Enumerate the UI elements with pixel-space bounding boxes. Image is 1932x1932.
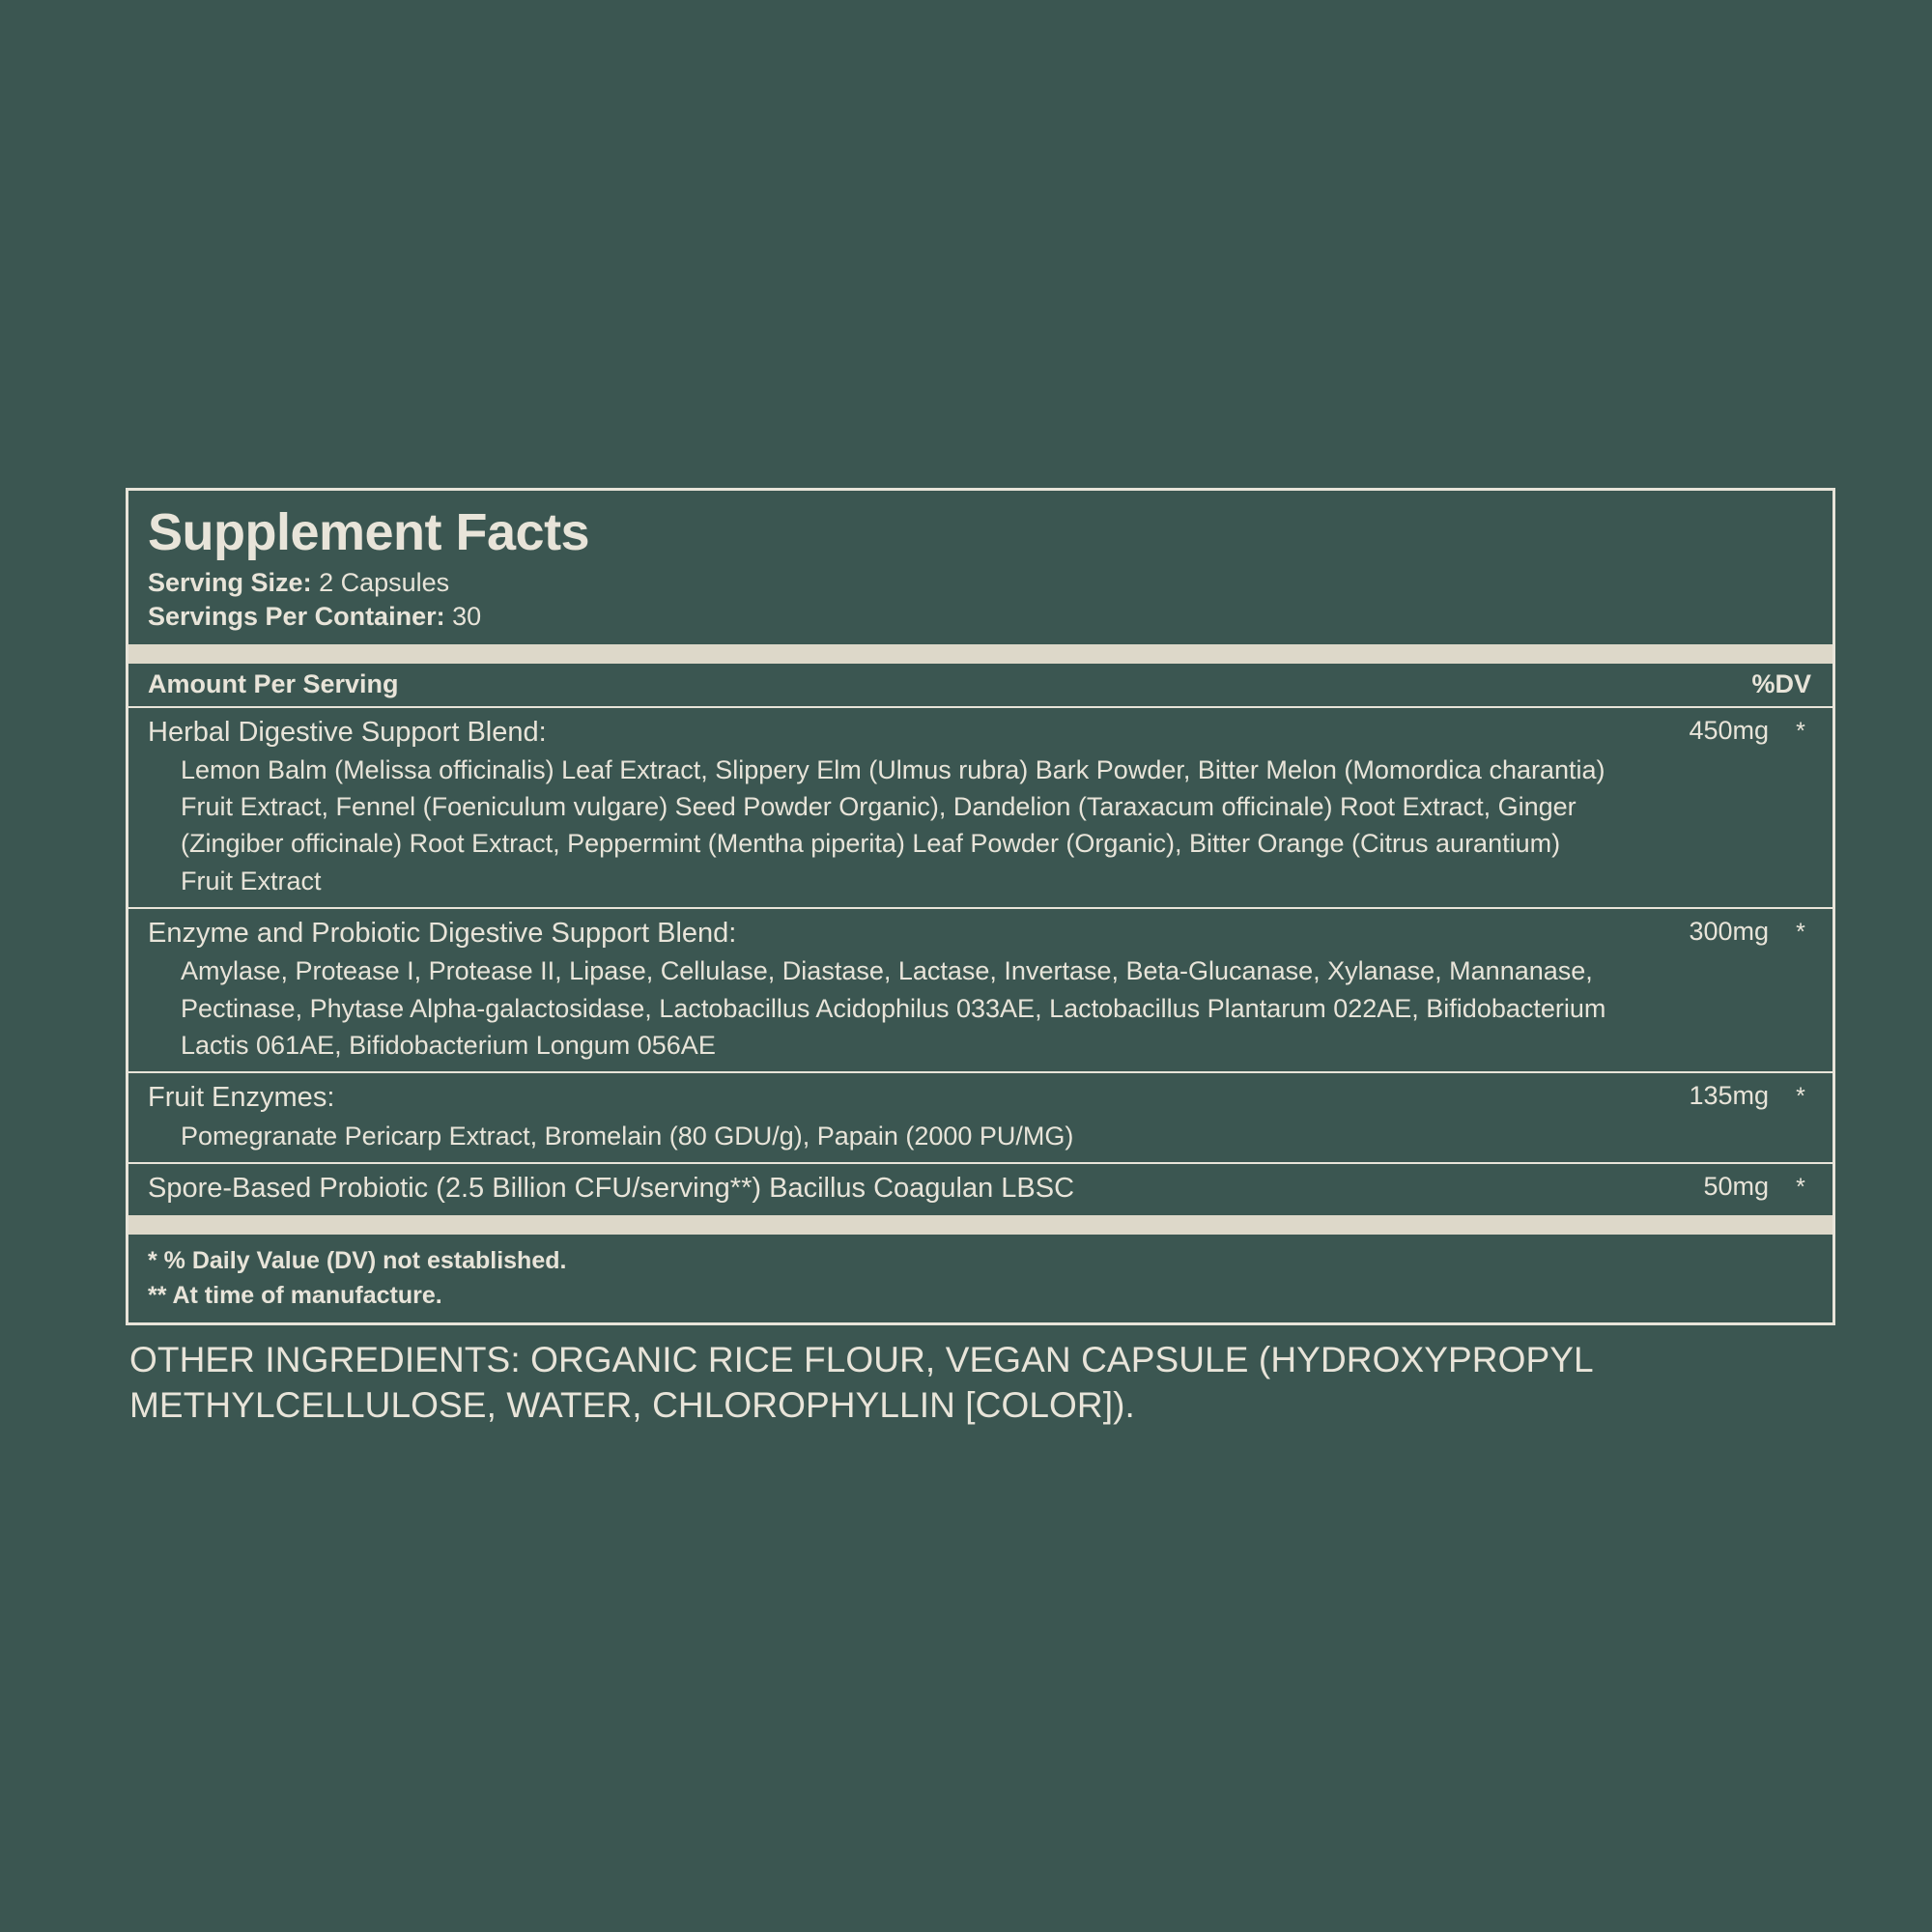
divider-thick-top — [128, 644, 1833, 664]
row-name: Spore-Based Probiotic (2.5 Billion CFU/serving**) Bacillus Coagulan LBSC — [148, 1172, 1075, 1204]
row-name: Herbal Digestive Support Blend: — [148, 716, 547, 748]
footnote-daily-value: * % Daily Value (DV) not established. — [148, 1247, 567, 1275]
page-title: Supplement Facts — [148, 503, 590, 561]
dv-column-label: %DV — [1751, 668, 1811, 698]
supplement-facts-panel — [126, 488, 1835, 1429]
row-detail: Amylase, Protease I, Protease II, Lipase, Cellulase, Diastase, Lactase, Invertase, Beta-Glucanase, Xylanase, Mannanase, Pectinase, Phytase Alpha-galactosidase, Lactobacillus Acidophilus 033AE, Lactobacillus Plantarum 022AE, Bifidobacterium Lactis 061AE, Bifidobacterium Longum 056AE — [181, 956, 1606, 1060]
row-amount: 50mg — [1703, 1171, 1769, 1201]
row-content — [128, 915, 1624, 1064]
row-detail: Pomegranate Pericarp Extract, Bromelain (80 GDU/g), Papain (2000 PU/MG) — [181, 1121, 1074, 1151]
row-name: Fruit Enzymes: — [148, 1082, 335, 1114]
facts-header — [128, 491, 1833, 644]
row-dv: * — [1796, 1173, 1805, 1201]
supplement-facts-box — [126, 488, 1835, 1325]
row-amount: 450mg — [1689, 715, 1769, 745]
serving-size-value: 2 Capsules — [319, 568, 450, 598]
servings-per-container-value: 30 — [452, 602, 482, 632]
row-dv: * — [1796, 919, 1805, 947]
table-row — [128, 1073, 1833, 1162]
row-dv: * — [1796, 717, 1805, 745]
serving-size-line — [148, 566, 1813, 600]
row-amount: 135mg — [1689, 1081, 1769, 1111]
row-amount: 300mg — [1689, 917, 1769, 947]
row-content — [128, 1079, 1624, 1154]
amount-per-serving-header — [128, 664, 1833, 706]
amount-per-serving-label: Amount Per Serving — [148, 668, 399, 698]
footnote-manufacture: ** At time of manufacture. — [148, 1281, 442, 1309]
table-row — [128, 909, 1833, 1071]
row-name: Enzyme and Probiotic Digestive Support Blend: — [148, 918, 737, 950]
servings-per-container-label: Servings Per Container: — [148, 602, 445, 632]
row-dv: * — [1796, 1083, 1805, 1111]
table-row — [128, 1164, 1833, 1215]
serving-size-label: Serving Size: — [148, 568, 312, 598]
row-detail: Lemon Balm (Melissa officinalis) Leaf Extract, Slippery Elm (Ulmus rubra) Bark Powder, Bitter Melon (Momordica charantia) Fruit Extract, Fennel (Foeniculum vulgare) Seed Powder Organic), Dandelion (Taraxacum officinale) Root Extract, Ginger (Zingiber officinale) Root Extract, Peppermint (Mentha piperita) Leaf Powder (Organic), Bitter Orange (Citrus aurantium) Fruit Extract — [181, 754, 1605, 895]
table-row — [128, 708, 1833, 908]
other-ingredients: OTHER INGREDIENTS: ORGANIC RICE FLOUR, VEGAN CAPSULE (HYDROXYPROPYL METHYLCELLULOSE, WATER, CHLOROPHYLLIN [COLOR]). — [129, 1340, 1593, 1426]
row-content — [128, 714, 1624, 900]
row-content — [128, 1170, 1624, 1208]
footnotes — [128, 1235, 1833, 1322]
servings-per-container-line — [148, 600, 1813, 634]
divider-thick-bottom — [128, 1215, 1833, 1235]
